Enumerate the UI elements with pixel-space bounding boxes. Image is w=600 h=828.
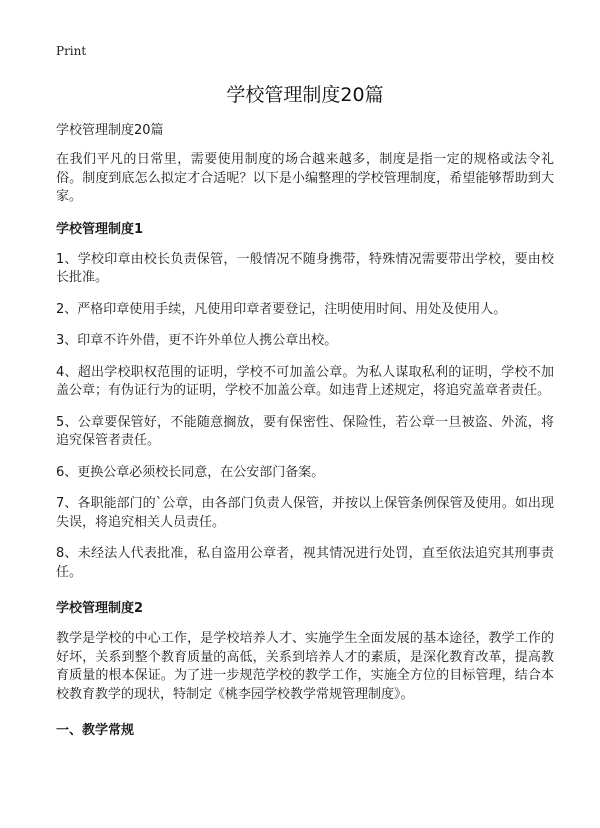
intro-paragraph: 在我们平凡的日常里，需要使用制度的场合越来越多，制度是指一定的规格或法令礼俗。制度到底怎么拟定才合适呢？以下是小编整理的学校管理制度，希望能够帮助到大家。	[56, 152, 554, 204]
paragraph-1-6: 6、更换公章必须校长同意，在公安部门备案。	[56, 464, 325, 480]
paragraph-1-3: 3、印章不许外借，更不许外单位人携公章出校。	[56, 333, 338, 348]
paragraph-1-1: 1、学校印章由校长负责保管，一般情况不随身携带，特殊情况需要带出学校，要由校长批准。	[56, 251, 554, 285]
print-label[interactable]: Print	[56, 44, 87, 58]
paragraph-1-5: 5、公章要保管好，不能随意搁放，要有保密性、保险性，若公章一旦被盗、外流，将追究保管者责任。	[56, 414, 554, 448]
section-heading-1: 学校管理制度1	[56, 221, 144, 237]
paragraph-1-8: 8、未经法人代表批准，私自盗用公章者，视其情况进行处罚，直至依法追究其刑事责任。	[56, 546, 554, 580]
paragraph-1-7: 7、各职能部门的`公章，由各部门负责人保管，并按以上保管条例保管及使用。如出现失误，将追究相关人员责任。	[56, 496, 554, 530]
section-heading-2: 学校管理制度2	[56, 601, 144, 616]
paragraph-2-1: 教学是学校的中心工作，是学校培养人才、实施学生全面发展的基本途径，教学工作的好坏，关系到整个教育质量的高低，关系到培养人才的素质，是深化教育改革，提高教育质量的根本保证。为了进一步规范学校的教学工作，实施全方位的目标管理，结合本校教育教学的现状，特制定《桃李园学校教学常规管理制度》。	[56, 631, 554, 702]
section-heading-3: 一、教学常规	[56, 723, 135, 738]
document-title: 学校管理制度20篇	[226, 84, 384, 106]
paragraph-1-4: 4、超出学校职权范围的证明，学校不可加盖公章。为私人谋取私利的证明，学校不加盖公章；有伪证行为的证明，学校不加盖公章。如违背上述规定，将追究盖章者责任。	[56, 364, 554, 398]
paragraph-1-2: 2、严格印章使用手续，凡使用印章者要登记，注明使用时间、用处及使用人。	[56, 301, 507, 317]
document-subtitle: 学校管理制度20篇	[56, 123, 164, 138]
